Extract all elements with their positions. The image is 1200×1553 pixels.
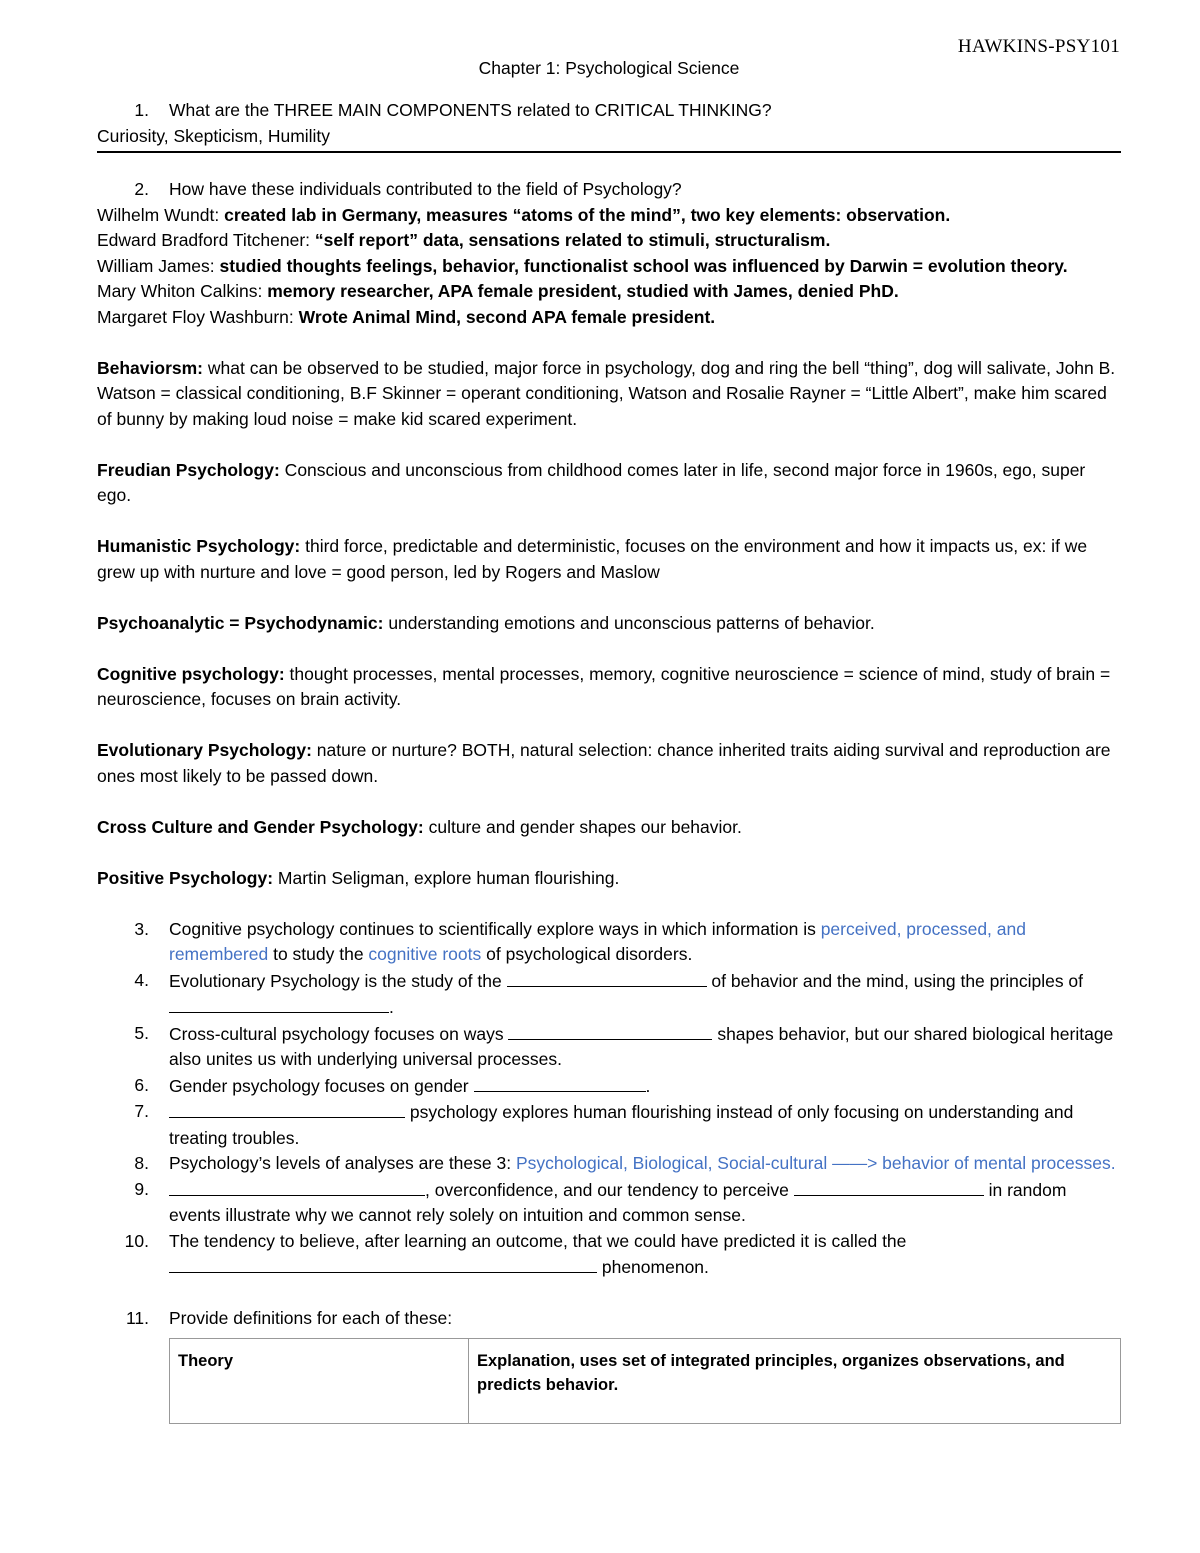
question-number: 7. [134, 1101, 149, 1121]
person-entry [97, 228, 1121, 254]
question-text: How have these individuals contributed to the field of Psychology? [169, 179, 682, 199]
term-description: Conscious and unconscious from childhood comes later in life, second major force in 1960s, ego, super ego. [97, 459, 1086, 505]
term-name: Humanistic Psychology: [97, 536, 301, 556]
term-name: Behaviorsm: [97, 357, 204, 378]
definition-cell: Explanation, uses set of integrated principles, organizes observations, and predicts behavior. [469, 1338, 1121, 1423]
question-number: 8. [134, 1153, 149, 1173]
question-2 [97, 177, 1121, 203]
question-text: Cognitive psychology continues to scientifically explore ways in which information is [169, 918, 821, 939]
question-text: to study the [268, 944, 369, 964]
answer-text: Psychological, Biological, Social-cultural ——> behavior of mental processes. [515, 1153, 1116, 1173]
question-5 [97, 1021, 1121, 1073]
term-description: understanding emotions and unconscious patterns of behavior. [383, 612, 875, 633]
fill-in-blank[interactable] [169, 994, 389, 1013]
fill-in-blank[interactable] [169, 1177, 425, 1196]
question-number: 1. [134, 100, 149, 120]
term-description: third force, predictable and deterministic, focuses on the environment and how it impacts us, ex: if we grew up with nurture and love = good person, led by Rogers and Maslow [97, 536, 1088, 582]
person-contribution: studied thoughts feelings, behavior, functionalist school was influenced by Darwin = evolution theory. [214, 255, 1068, 276]
person-entry [97, 305, 1121, 331]
person-entry [97, 203, 1121, 229]
term-name: Freudian Psychology: [97, 459, 280, 480]
question-7 [97, 1099, 1121, 1151]
question-text: psychology explores human flourishing instead of only focusing on understanding and treating troubles. [169, 1102, 1074, 1148]
term-name: Cross Culture and Gender Psychology: [97, 816, 424, 837]
person-name: Margaret Floy Washburn: [97, 306, 294, 327]
question-number: 10. [124, 1230, 149, 1251]
person-name: Mary Whiton Calkins: [97, 281, 263, 301]
question-text: What are the THREE MAIN COMPONENTS related to CRITICAL THINKING? [169, 100, 772, 120]
fill-in-blank[interactable] [169, 1254, 597, 1273]
question-text: Psychology’s levels of analyses are these 3: [169, 1153, 516, 1173]
question-text: shapes behavior, but our shared biological heritage also unites us with underlying universal processes. [169, 1023, 1114, 1069]
fill-in-blank[interactable] [474, 1073, 646, 1092]
term-entry [97, 815, 1121, 841]
term-entry [97, 534, 1121, 585]
fill-in-blank[interactable] [508, 1021, 712, 1040]
fill-in-blank[interactable] [507, 968, 707, 987]
term-entry [97, 662, 1121, 713]
course-header: HAWKINS-PSY101 [957, 36, 1120, 57]
question-1 [97, 98, 1121, 124]
term-description: culture and gender shapes our behavior. [423, 816, 742, 837]
question-11 [97, 1306, 1121, 1332]
question-8 [97, 1151, 1121, 1177]
question-6 [97, 1073, 1121, 1100]
question-text: Gender psychology focuses on gender [169, 1075, 474, 1096]
question-number: 2. [134, 179, 149, 199]
term-entry [97, 738, 1121, 789]
definitions-table [169, 1338, 1121, 1424]
question-9 [97, 1177, 1121, 1229]
question-10 [97, 1229, 1121, 1281]
person-entry [97, 279, 1121, 305]
term-entry [97, 611, 1121, 637]
term-name: Psychoanalytic = Psychodynamic: [97, 612, 384, 633]
question-number: 11. [125, 1308, 149, 1328]
question-number: 5. [134, 1022, 149, 1043]
question-text: Cross-cultural psychology focuses on ways [169, 1023, 509, 1044]
term-name: Positive Psychology: [97, 867, 274, 888]
answer-text: perceived, processed, and remembered [169, 918, 1026, 964]
term-entry [97, 458, 1121, 509]
question-text: , overconfidence, and our tendency to perceive [425, 1179, 794, 1200]
page-title: Chapter 1: Psychological Science [478, 58, 740, 78]
answer-1: Curiosity, Skepticism, Humility [97, 125, 331, 146]
question-number: 9. [134, 1178, 149, 1199]
person-name: William James: [97, 255, 215, 276]
person-name: Edward Bradford Titchener: [97, 230, 311, 250]
question-number: 4. [134, 969, 149, 990]
term-description: nature or nurture? BOTH, natural selection: chance inherited traits aiding survival and reproduction are ones most likely to be passed down. [97, 740, 1111, 786]
term-entry [97, 356, 1121, 433]
question-3 [97, 917, 1121, 968]
person-contribution: Wrote Animal Mind, second APA female president. [293, 306, 716, 327]
answer-text: cognitive roots [368, 944, 482, 964]
table-row [170, 1338, 1121, 1423]
question-number: 6. [134, 1074, 149, 1095]
person-contribution: “self report” data, sensations related to stimuli, structuralism. [310, 230, 831, 250]
question-4 [97, 968, 1121, 1021]
term-description: what can be observed to be studied, major force in psychology, dog and ring the bell “thing”, dog will salivate, John B. Watson = classical conditioning, B.F Skinner = operant conditioning, Watson and Rosalie Rayner = “Little Albert”, make him scared of bunny by making loud noise = make kid scared experiment. [97, 357, 1116, 429]
term-description: Martin Seligman, explore human flourishing. [273, 867, 620, 888]
term-cell: Theory [170, 1338, 469, 1423]
question-text: . [389, 997, 394, 1017]
question-text: of behavior and the mind, using the principles of [706, 970, 1084, 991]
term-name: Evolutionary Psychology: [97, 740, 312, 760]
person-entry [97, 254, 1121, 280]
term-entry [97, 866, 1121, 892]
term-name: Cognitive psychology: [97, 663, 285, 684]
question-text: . [645, 1075, 651, 1096]
question-text: phenomenon. [597, 1257, 709, 1277]
question-number: 3. [134, 918, 149, 939]
fill-in-blank[interactable] [169, 1099, 405, 1118]
person-contribution: memory researcher, APA female president, studied with James, denied PhD. [262, 281, 899, 301]
question-text: of psychological disorders. [481, 944, 693, 964]
question-text: Evolutionary Psychology is the study of the [169, 970, 507, 991]
question-text: in random events illustrate why we cannot rely solely on intuition and common sense. [169, 1179, 1067, 1225]
person-contribution: created lab in Germany, measures “atoms of the mind”, two key elements: observation. [219, 204, 951, 225]
person-name: Wilhelm Wundt: [97, 204, 220, 225]
worksheet-page [97, 32, 1121, 1424]
term-description: thought processes, mental processes, memory, cognitive neuroscience = science of mind, study of brain = neuroscience, focuses on brain activity. [97, 663, 1111, 709]
fill-in-blank[interactable] [794, 1177, 984, 1196]
question-text: Provide definitions for each of these: [169, 1308, 453, 1328]
question-text: The tendency to believe, after learning an outcome, that we could have predicted it is called the [169, 1230, 907, 1251]
